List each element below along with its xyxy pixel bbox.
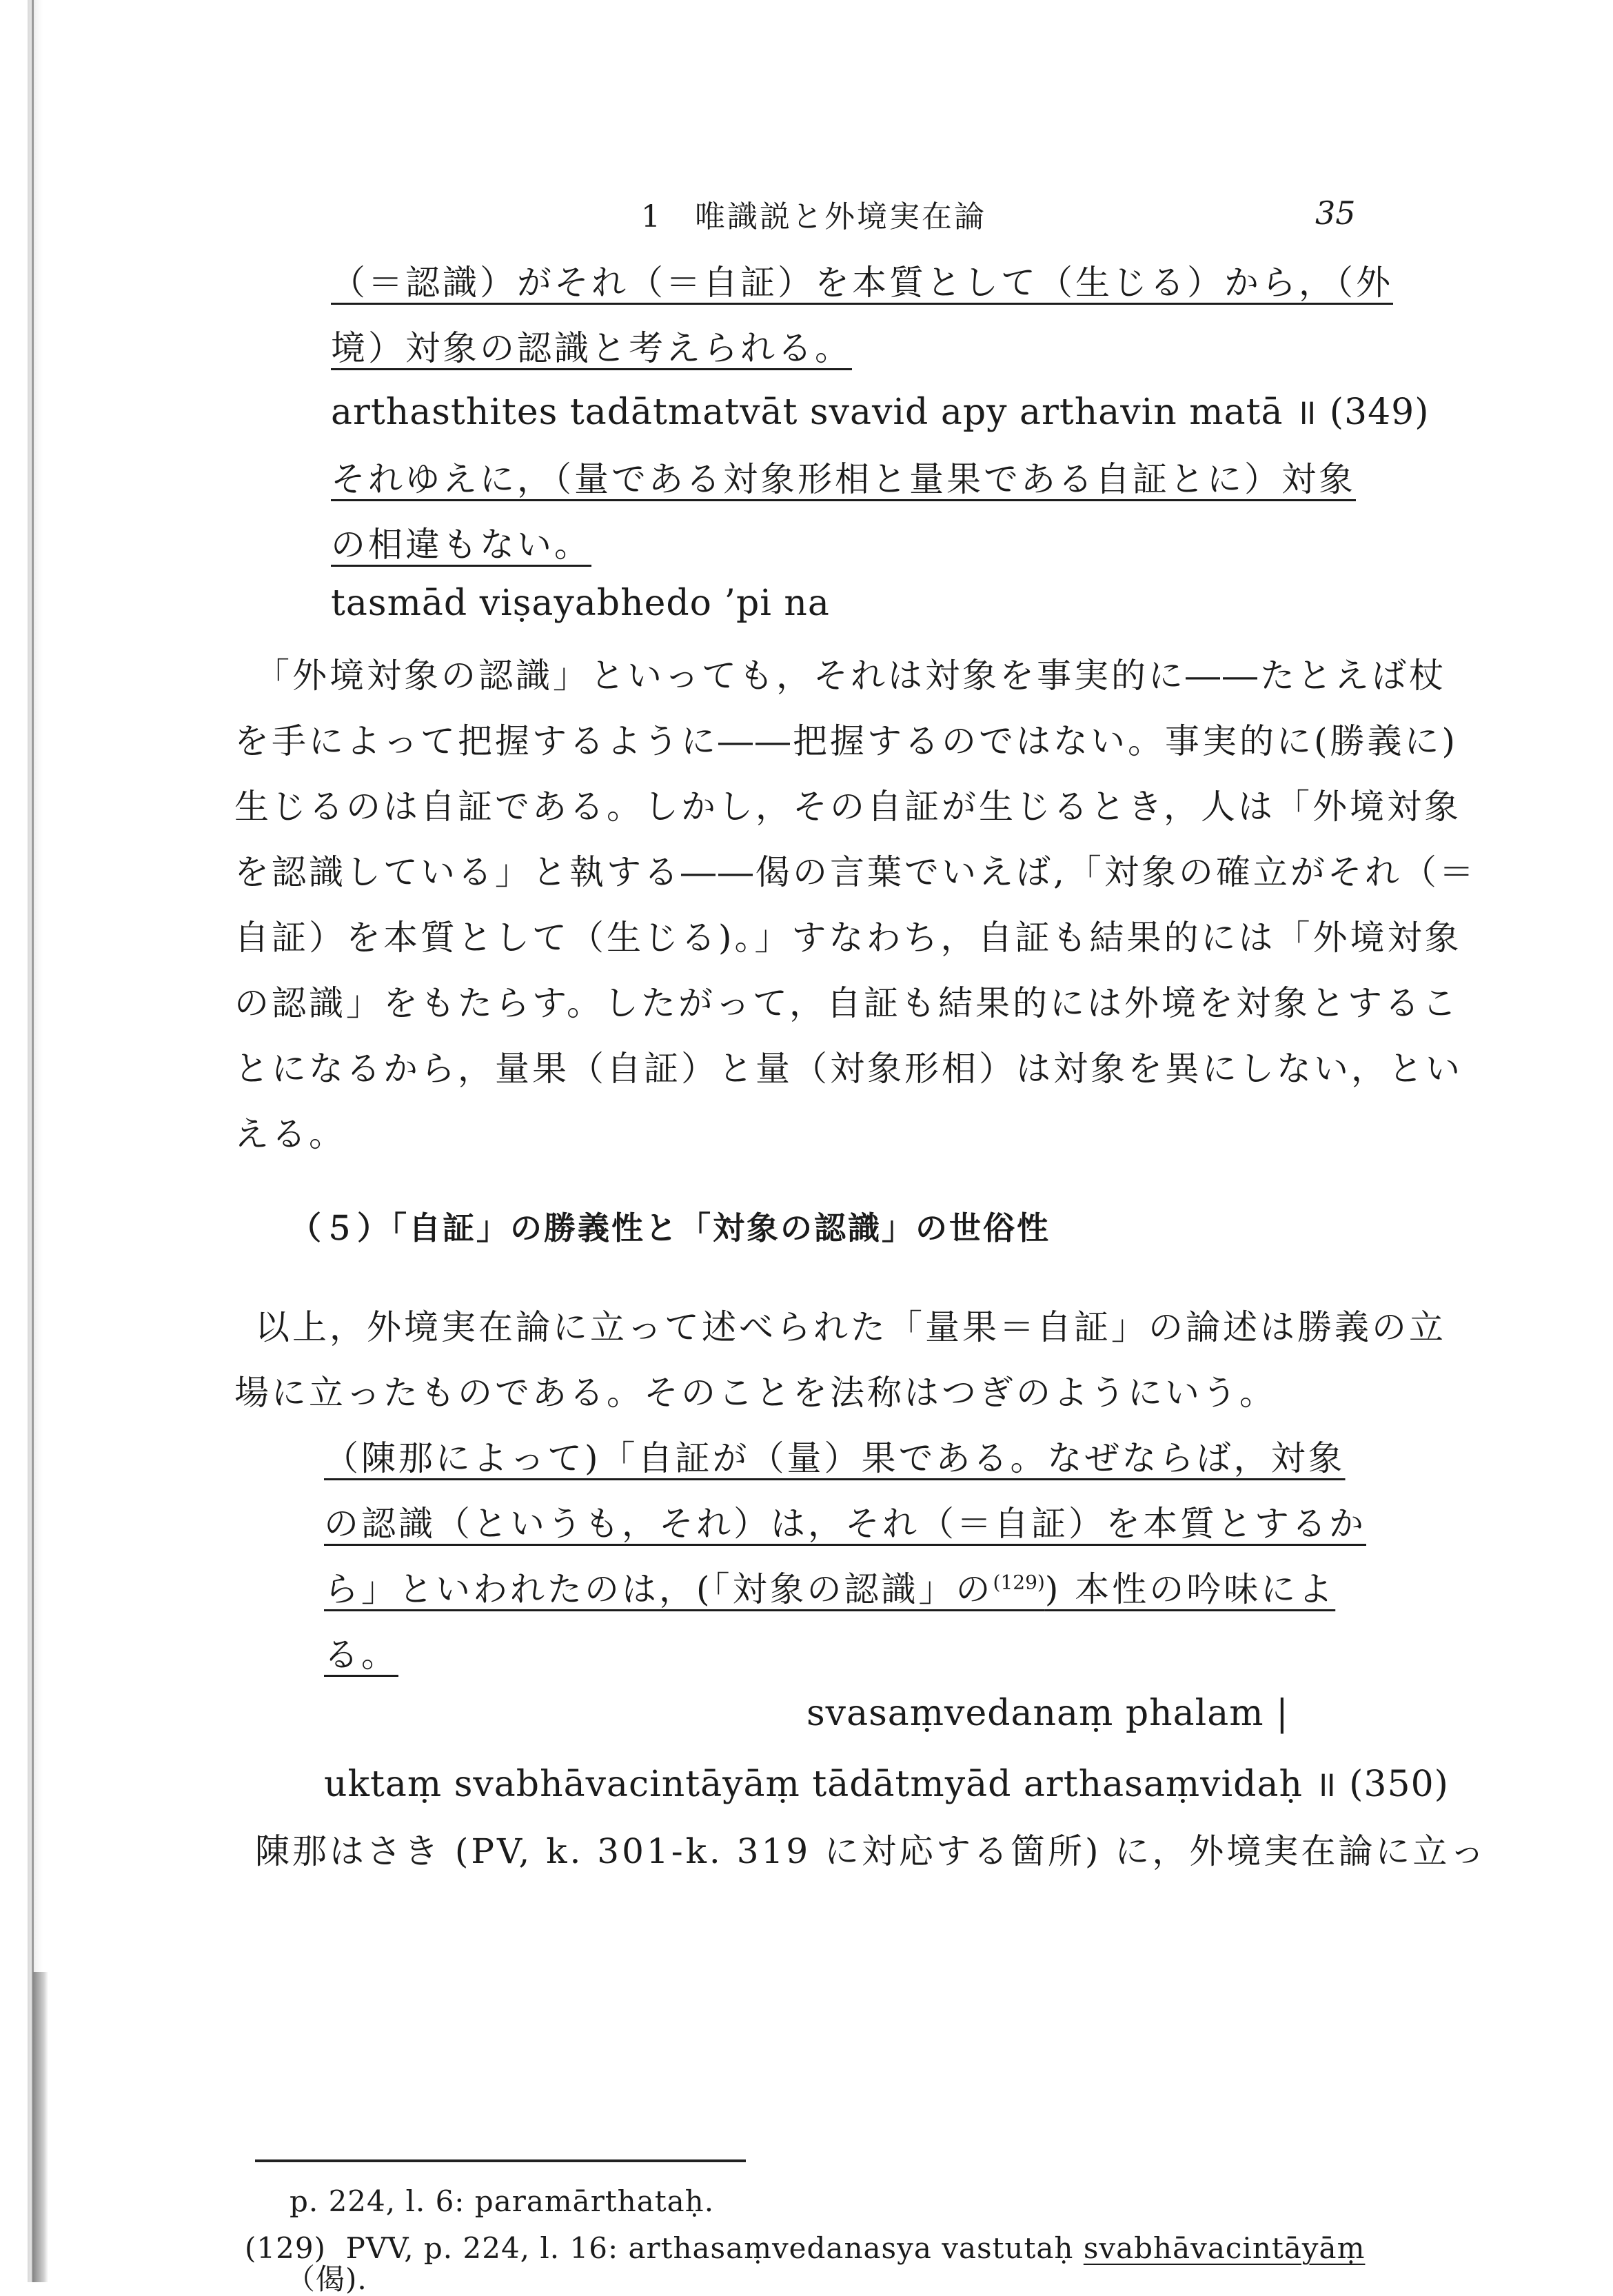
verse-translation-line: る。 bbox=[324, 1635, 398, 1675]
sanskrit-verse-line: svasaṃvedanaṃ phalam | bbox=[806, 1693, 1289, 1734]
body-text-line: 場に立ったものである。そのことを法称はつぎのようにいう。 bbox=[234, 1373, 1277, 1413]
body-text-line: を認識している」と執する――偈の言葉でいえば,「対象の確立がそれ（＝ bbox=[234, 852, 1477, 892]
verse-translation-line: 境）対象の認識と考えられる。 bbox=[331, 328, 852, 368]
footnote-text: PVV, p. 224, l. 16: arthasaṃvedanasya vastutaḥ bbox=[345, 2231, 1074, 2265]
body-text-line: を手によって把握するように――把握するのではない。事実的に(勝義に) bbox=[234, 721, 1459, 761]
sanskrit-verse-line: tasmād viṣayabhedo ’pi na bbox=[331, 583, 830, 624]
verse-translation-line bbox=[324, 1562, 1335, 1611]
page-number: 35 bbox=[1315, 194, 1356, 232]
body-text-line: 生じるのは自証である。しかし，その自証が生じるとき，人は「外境対象 bbox=[234, 787, 1461, 827]
page-edge-line bbox=[32, 0, 34, 2282]
verse-translation-line: （陳那によって)「自証が（量）果である。なぜならば，対象 bbox=[324, 1438, 1346, 1478]
body-text-line: 陳那はさき (PV, k. 301-k. 319 に対応する箇所) に，外境実在論に立っ bbox=[255, 1831, 1488, 1871]
footnote-line: p. 224, l. 6: paramārthataḥ. bbox=[290, 2184, 715, 2218]
footnote-line bbox=[245, 2231, 1365, 2265]
body-text-line: 「外境対象の認識」といっても，それは対象を事実的に――たとえば杖 bbox=[255, 656, 1446, 696]
sanskrit-verse-line: arthasthites tadātmatvāt svavid apy arthavin matā ॥ (349) bbox=[331, 392, 1430, 433]
footnote-ref: (129) bbox=[993, 1571, 1045, 1594]
verse-translation-segment: ら」といわれたのは，(「対象の認識」の bbox=[324, 1569, 993, 1609]
verse-translation-segment: ) 本性の吟味によ bbox=[1044, 1569, 1336, 1609]
binding-shadow bbox=[33, 1972, 48, 2282]
book-spine-shadow bbox=[28, 0, 43, 2282]
verse-translation-line: の相違もない。 bbox=[331, 525, 591, 565]
body-text-line: 自証）を本質として（生じる)。」すなわち，自証も結果的には「外境対象 bbox=[234, 918, 1462, 958]
verse-translation-line: の認識（というも，それ）は，それ（＝自証）を本質とするか bbox=[324, 1504, 1366, 1544]
footnote-line: （偈). bbox=[286, 2262, 367, 2296]
body-text-line: 以上，外境実在論に立って述べられた「量果＝自証」の論述は勝義の立 bbox=[255, 1307, 1446, 1347]
body-text-line: とになるから，量果（自証）と量（対象形相）は対象を異にしない，とい bbox=[234, 1049, 1463, 1089]
sanskrit-verse-line: uktaṃ svabhāvacintāyāṃ tādātmyād arthasaṃvidaḥ ॥ (350) bbox=[324, 1764, 1449, 1805]
footnote-underlined-term: svabhāvacintāyāṃ bbox=[1083, 2231, 1366, 2265]
footnote-rule bbox=[255, 2159, 746, 2162]
body-text-line: の認識」をもたらす。したがって，自証も結果的には外境を対象とするこ bbox=[234, 983, 1459, 1023]
verse-translation-line: それゆえに，（量である対象形相と量果である自証とに）対象 bbox=[331, 459, 1356, 499]
verse-translation-line: （＝認識）がそれ（＝自証）を本質として（生じる）から，（外 bbox=[331, 263, 1393, 303]
running-title: 1 唯識説と外境実在論 bbox=[641, 199, 986, 234]
body-text-line: える。 bbox=[234, 1114, 346, 1154]
section-heading: （５）「自証」の勝義性と「対象の認識」の世俗性 bbox=[290, 1209, 1051, 1247]
footnote-number: (129) bbox=[245, 2231, 326, 2265]
